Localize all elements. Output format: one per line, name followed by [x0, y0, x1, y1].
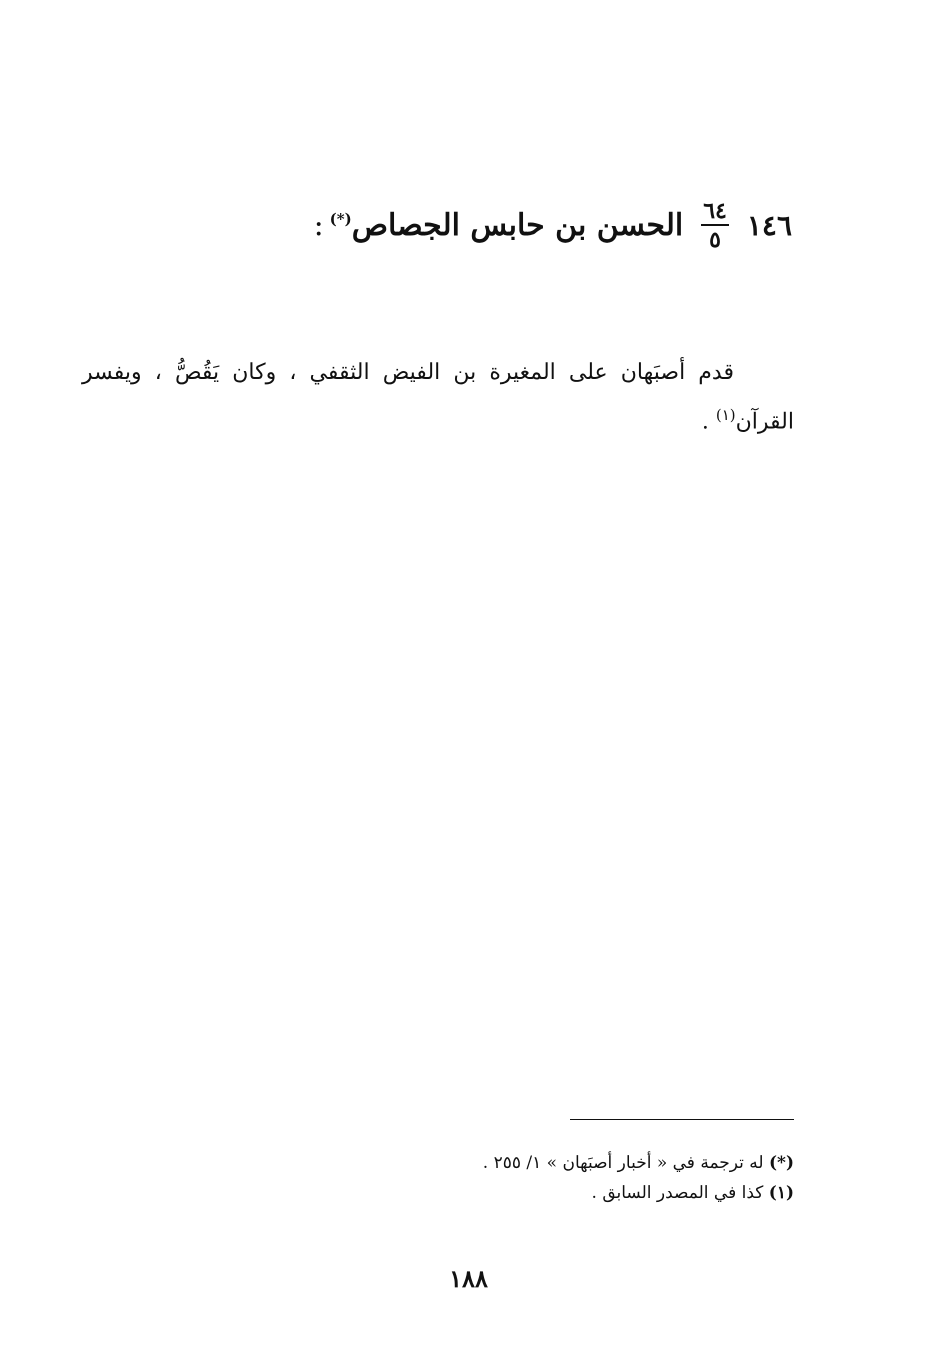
source-reference-bottom: ٥ — [709, 227, 721, 253]
entry-number: ١٤٦ — [746, 209, 792, 242]
footnote-item — [483, 1178, 794, 1208]
footnote-item — [483, 1148, 794, 1178]
entry-colon: : — [313, 208, 324, 243]
entry-name — [314, 208, 684, 243]
page-number: ١٨٨ — [449, 1264, 488, 1293]
entry-paragraph — [82, 352, 794, 443]
footnote-text: له ترجمة في « أخبار أصبَهان » ١/ ٢٥٥ . — [482, 1153, 770, 1173]
footnote-text: كذا في المصدر السابق . — [591, 1183, 769, 1203]
entry-paragraph-text: قدم أصبَهان على المغيرة بن الفيض الثقفي ، وكان يَقُصُّ ، ويفسر القرآن — [82, 360, 794, 435]
entry-name-footnote-ref: (*) — [329, 210, 352, 228]
footnotes — [483, 1148, 794, 1208]
entry-paragraph-end: . — [701, 409, 716, 435]
entry-body — [82, 352, 794, 443]
entry-heading — [314, 200, 792, 251]
entry-name-text: الحسن بن حابس الجصاص — [351, 208, 684, 243]
entry-footnote-ref: (١) — [715, 406, 736, 424]
source-reference-top: ٦٤ — [703, 198, 727, 224]
footnote-separator — [570, 1119, 794, 1120]
footnote-marker: (١) — [768, 1183, 794, 1203]
source-reference — [701, 200, 729, 251]
footnote-marker: (*) — [769, 1153, 794, 1173]
